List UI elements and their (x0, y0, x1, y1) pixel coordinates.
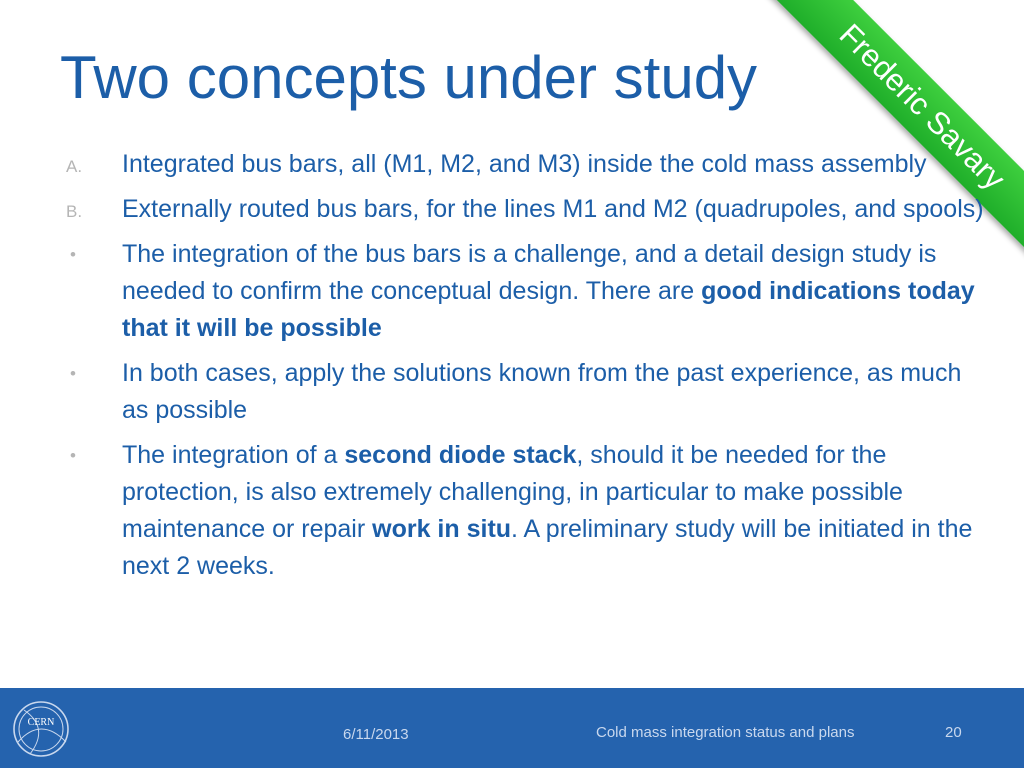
list-marker: A. (66, 157, 83, 176)
item-text: The integration of the bus bars is a challenge, and a detail design study is needed to confirm the conceptual design. There are (122, 240, 937, 305)
bullet-item (60, 191, 990, 228)
emphasis-text: good indications today that it will be possible (122, 277, 975, 342)
author-ribbon: Frederic Savary (761, 0, 1024, 268)
item-text: In both cases, apply the solutions known from the past experience, as much as possible (122, 359, 962, 424)
footer-presentation-title: Cold mass integration status and plans (596, 724, 855, 741)
slide-title: Two concepts under study (60, 44, 758, 111)
list-marker: B. (66, 202, 83, 221)
item-text: . A preliminary study will be initiated in the next 2 weeks. (122, 515, 973, 580)
item-text: Integrated bus bars, all (M1, M2, and M3) inside the cold mass assembly (122, 150, 927, 178)
bullet-dot: • (70, 446, 76, 465)
page-number: 20 (945, 724, 962, 741)
logo-text: CERN (27, 717, 55, 728)
item-text: The integration of a (122, 441, 345, 469)
bullet-dot: • (70, 364, 76, 383)
item-text: Externally routed bus bars, for the lines M1 and M2 (quadrupoles, and spools) (122, 195, 984, 223)
bullet-item (60, 236, 990, 347)
cern-logo-icon (10, 698, 72, 760)
bullet-dot: • (70, 245, 76, 264)
bullet-item (60, 437, 990, 585)
item-text: , should it be needed for the protection, is also extremely challenging, in particular to make possible maintenance or repair (122, 441, 903, 543)
emphasis-text: work in situ (372, 515, 512, 543)
bullet-list (60, 146, 990, 593)
footer-bar (0, 688, 1024, 768)
emphasis-text: second diode stack (344, 441, 577, 469)
bullet-item (60, 355, 990, 429)
footer-date: 6/11/2013 (343, 726, 409, 743)
bullet-item (60, 146, 990, 183)
